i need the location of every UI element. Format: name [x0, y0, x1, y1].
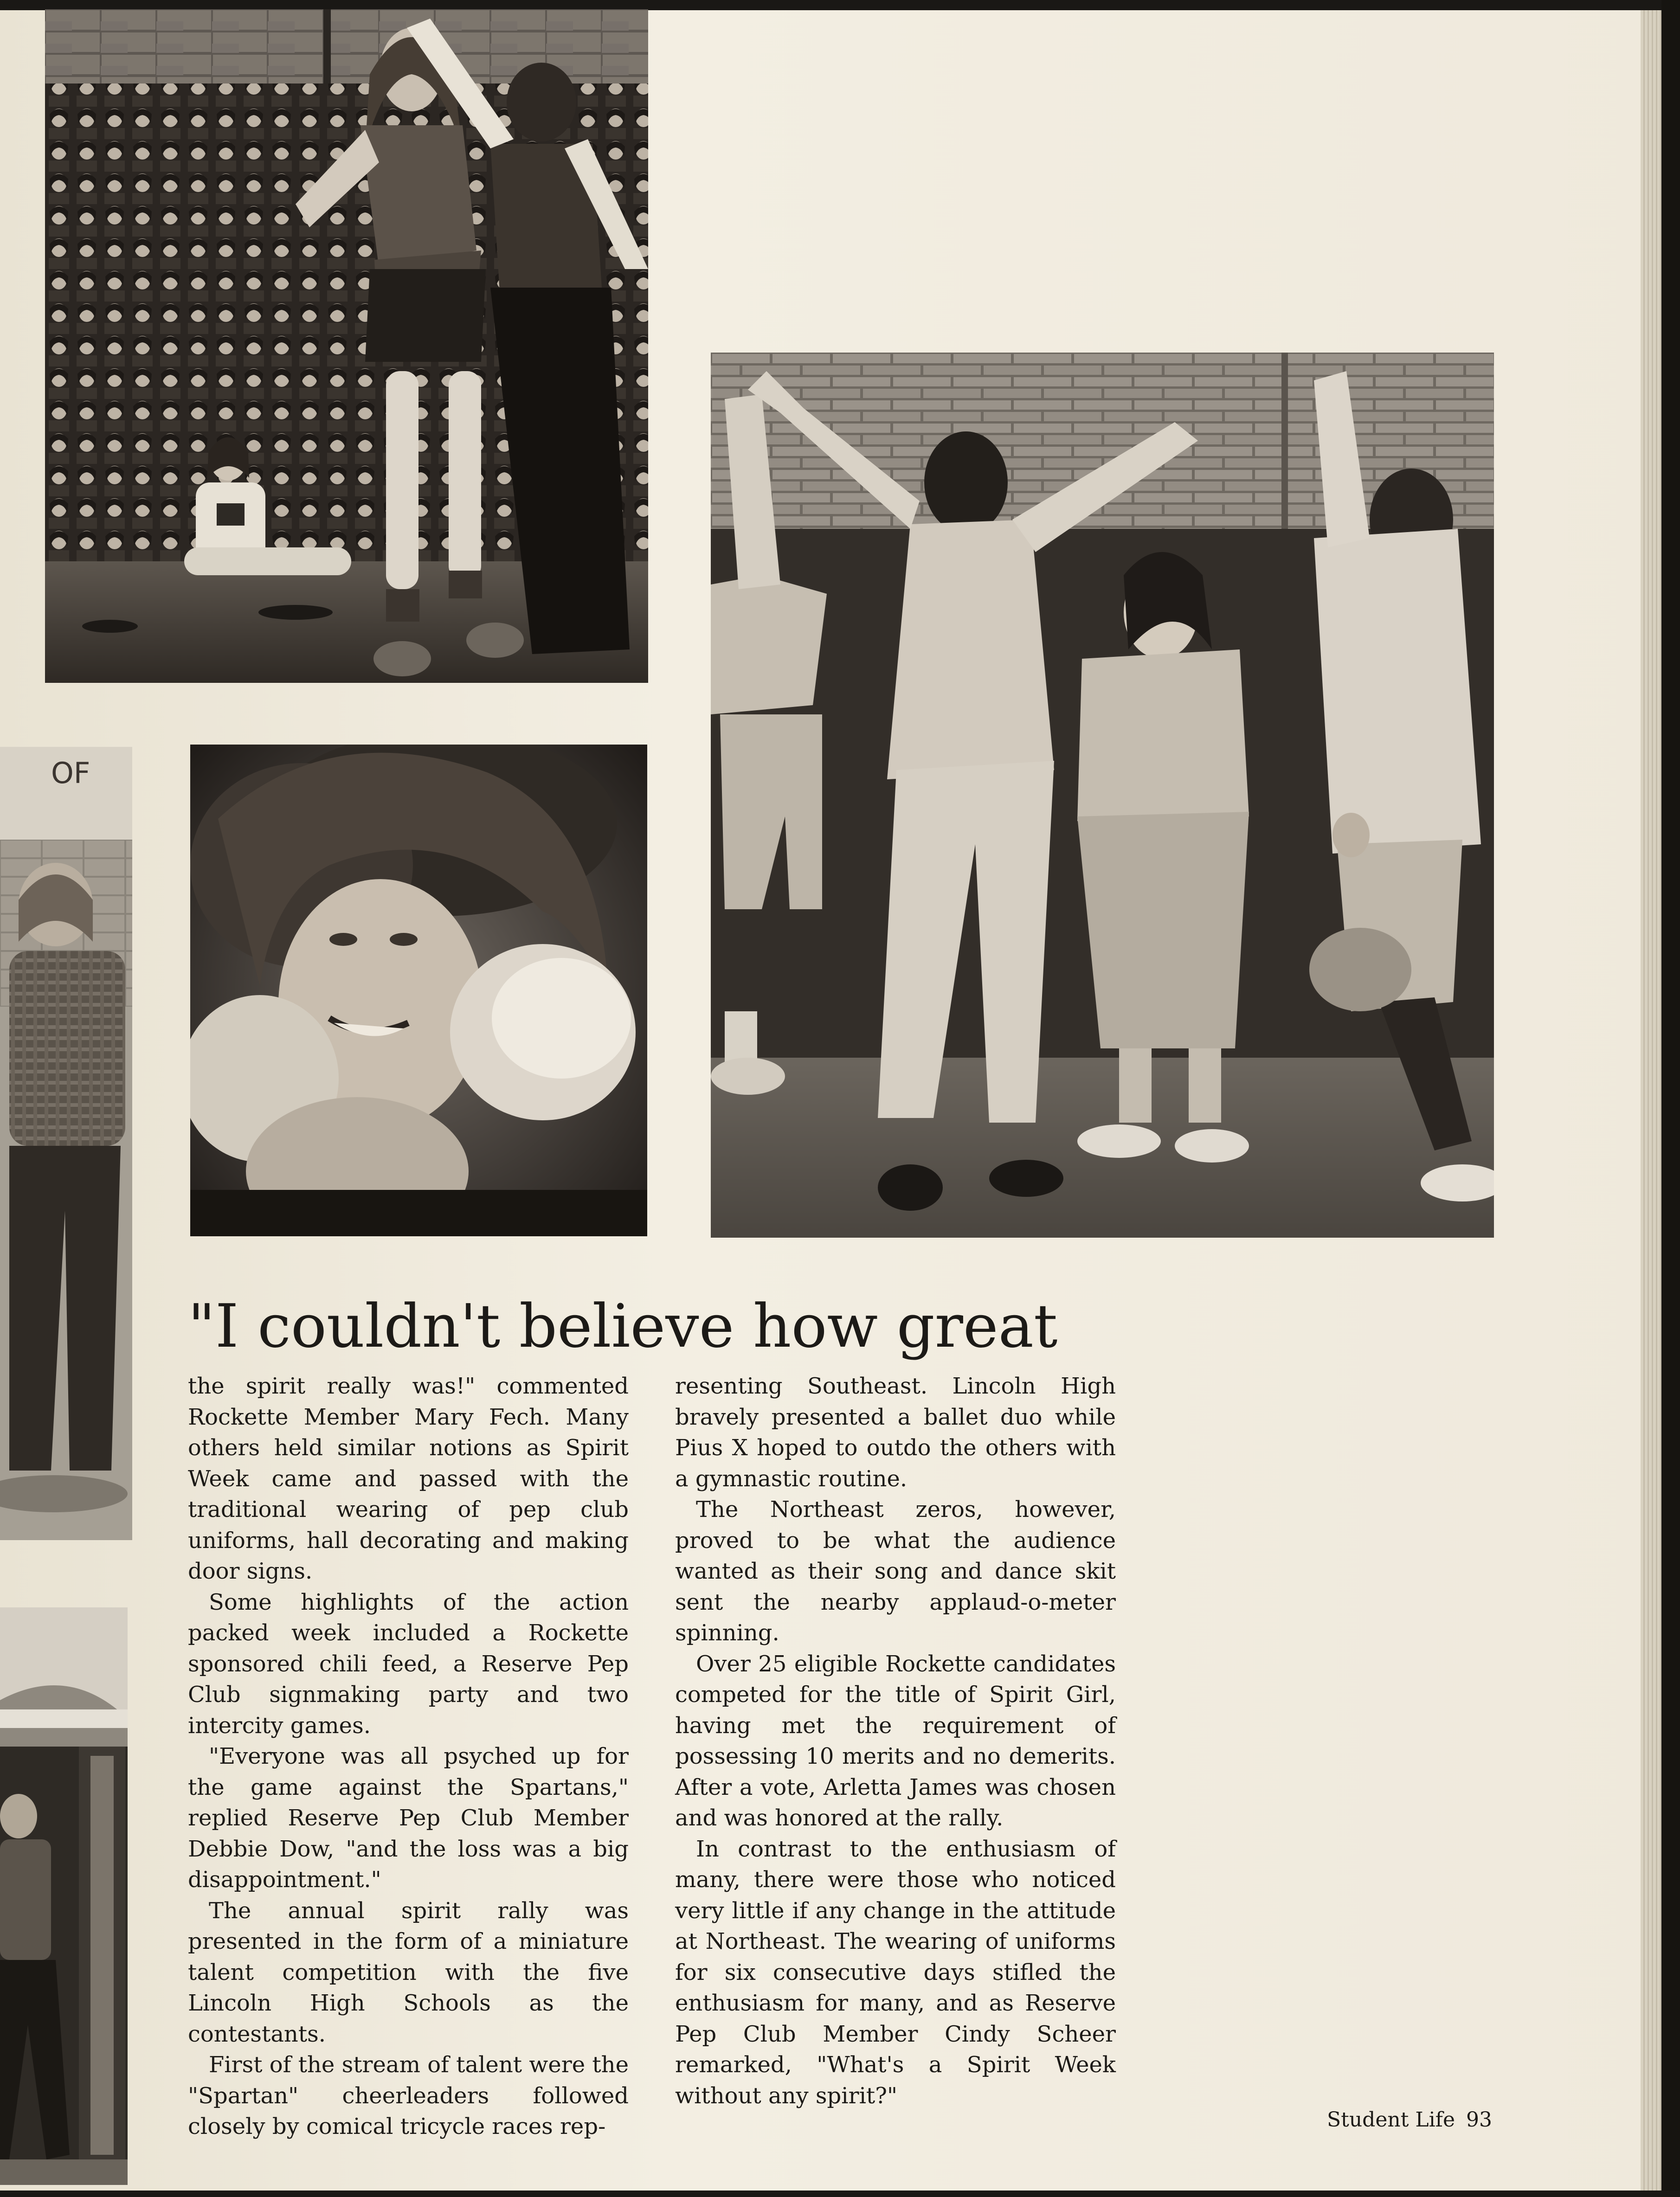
photo-left-edge-student: [0, 747, 132, 1540]
photo-smiling-girl-closeup-image: [190, 745, 647, 1236]
headline: "I couldn't believe how great: [188, 1292, 1058, 1361]
binding-top-edge: [0, 0, 1680, 10]
page-stack-edge: [1641, 10, 1661, 2197]
binding-bottom-edge: [0, 2191, 1680, 2197]
column-2-paragraph: Over 25 eligible Rockette candidates competed for the title of Spirit Girl, having met the requirement of possessing 10 merits and no demerits. After a vote, Arletta James was chosen and was honored at the rally.: [675, 1651, 1116, 1831]
column-1-paragraph: First of the stream of talent were the "Spartan" cheerleaders followed closely by comical tricycle races rep-: [188, 2052, 629, 2139]
photo-left-edge-doorway: [0, 1607, 128, 2185]
photo-left-edge-doorway-image: [0, 1607, 128, 2185]
photo-costumed-dancers-crowd: [45, 9, 648, 683]
binding-right-edge: [1661, 0, 1680, 2197]
article-column-2: [675, 1371, 1116, 2111]
column-2-paragraph: The Northeast zeros, however, proved to be what the audience wanted as their song and dance skit sent the nearby applaud-o-meter spinning.: [675, 1497, 1116, 1646]
column-2-paragraph: In contrast to the enthusiasm of many, there were those who noticed very little if any change in the attitude at Northeast. The wearing of uniforms for six consecutive days stifled the enthusiasm for many, and as Reserve Pep Club Member Cindy Scheer remarked, "What's a Spirit Week without any spirit?": [675, 1836, 1116, 2109]
column-1-paragraph: the spirit really was!" commented Rockette Member Mary Fech. Many others held similar notions as Spirit Week came and passed with the traditional wearing of pep club uniforms, hall decorating and making door signs.: [188, 1373, 629, 1584]
photo-sweatsuit-skit: [711, 353, 1494, 1238]
photo-costumed-dancers-crowd-image: [45, 9, 648, 683]
column-2-paragraph: resenting Southeast. Lincoln High bravely presented a ballet duo while Pius X hoped to outdo the others with a gymnastic routine.: [675, 1373, 1116, 1492]
photo-smiling-girl-closeup: [190, 745, 647, 1236]
photo-left-edge-student-image: [0, 747, 132, 1540]
page-footer: [1327, 2106, 1522, 2134]
column-1-paragraph: The annual spirit rally was presented in the form of a miniature talent competition with the five Lincoln High Schools as the contestants.: [188, 1897, 629, 2047]
sign-fragment-text: OF: [51, 756, 90, 790]
footer-section-label: Student Life: [1327, 2108, 1455, 2132]
column-1-paragraph: Some highlights of the action packed week included a Rockette sponsored chili feed, a Reserve Pep Club signmaking party and two intercity games.: [188, 1589, 629, 1739]
page-number: 93: [1466, 2108, 1492, 2132]
column-1-paragraph: "Everyone was all psyched up for the game against the Spartans," replied Reserve Pep Club Member Debbie Dow, "and the loss was a big disappointment.": [188, 1743, 629, 1893]
photo-sweatsuit-skit-image: [711, 353, 1494, 1238]
article-column-1: [188, 1371, 629, 2142]
